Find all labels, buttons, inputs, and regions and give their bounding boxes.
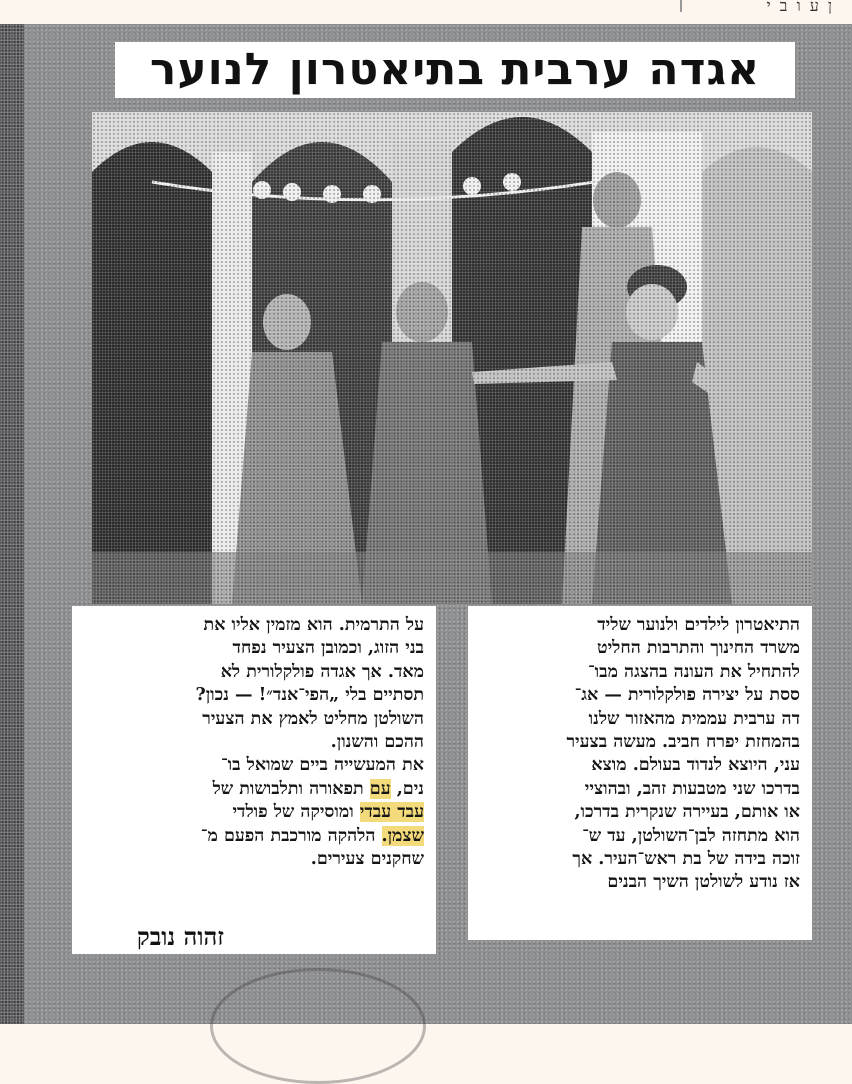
article-column-right — [468, 606, 812, 940]
top-rule — [680, 0, 682, 12]
text-line: דה ערבית עממית מהאזור שלנו — [588, 708, 800, 729]
text-line: על התרמית. הוא מזמין אליו את — [203, 615, 424, 635]
text-line: השולטן מחליט לאמץ את הצעיר — [202, 708, 424, 729]
text-line: בדרכו שני מטבעות זהב, ובהוציי — [584, 778, 800, 799]
text-line — [82, 825, 424, 848]
text-line: הוא מתחזה לבן־השולטן, עד ש־ — [582, 825, 800, 846]
author-byline: זהוה נובק — [136, 922, 224, 951]
text-line: ההכם והשנון. — [330, 732, 424, 753]
text-line: תסתיים בלי „הפי־אנד״! — נכון? — [195, 685, 424, 706]
text-line: ססת על יצירה פולקלורית — אג־ — [574, 685, 800, 706]
text-line: התיאטרון לילדים ולנוער שליד — [597, 615, 800, 635]
text-line: להתחיל את העונה בהצגה מבו־ — [587, 661, 800, 682]
text-line: מאד. אך אגדה פולקלורית לא — [220, 661, 424, 682]
page-binding-edge — [0, 24, 24, 1024]
text-fragment: תפאורה ותלבושות של — [212, 778, 364, 799]
text-line: את המעשייה ביים שמואל בו־ — [220, 755, 424, 776]
text-line: עני, היוצא לנדוד בעולם. מוצא — [591, 755, 800, 776]
top-text-fragment: ן ע ו ב י — [766, 0, 834, 15]
text-line: אז נודע לשולטן השיך הבנים — [607, 872, 800, 893]
text-fragment: ומוסיקה של פולדי — [232, 802, 354, 823]
text-line — [82, 778, 424, 801]
text-line: או אותם, בעיירה שנקרית בדרכו, — [574, 802, 800, 823]
highlighted-text: עם — [369, 778, 391, 799]
library-stamp-icon — [210, 968, 426, 1084]
text-line: בהמחזת יפרח חביב. מעשה בצעיר — [566, 732, 800, 753]
article-headline: אגדה ערבית בתיאטרון לנוער — [115, 42, 795, 98]
text-line — [82, 801, 424, 824]
text-line: זוכה בידה של בת ראש־העיר. אך — [572, 849, 800, 870]
top-strip — [0, 0, 852, 22]
text-fragment: הלהקה מורכבת הפעם מ־ — [200, 825, 376, 846]
text-line: שחקנים צעירים. — [310, 849, 424, 870]
text-fragment: נים, — [396, 778, 424, 799]
highlighted-text: עבד עבדי — [359, 802, 424, 823]
stage-photo-icon — [92, 112, 812, 604]
text-line: בני הזוג, וכמובן הצעיר נפחד — [232, 638, 424, 659]
article-column-left — [72, 606, 436, 954]
stage-photo — [92, 112, 812, 604]
highlighted-text: שצמן. — [381, 825, 424, 846]
text-line: משרד החינוך והתרבות החליט — [597, 638, 800, 659]
